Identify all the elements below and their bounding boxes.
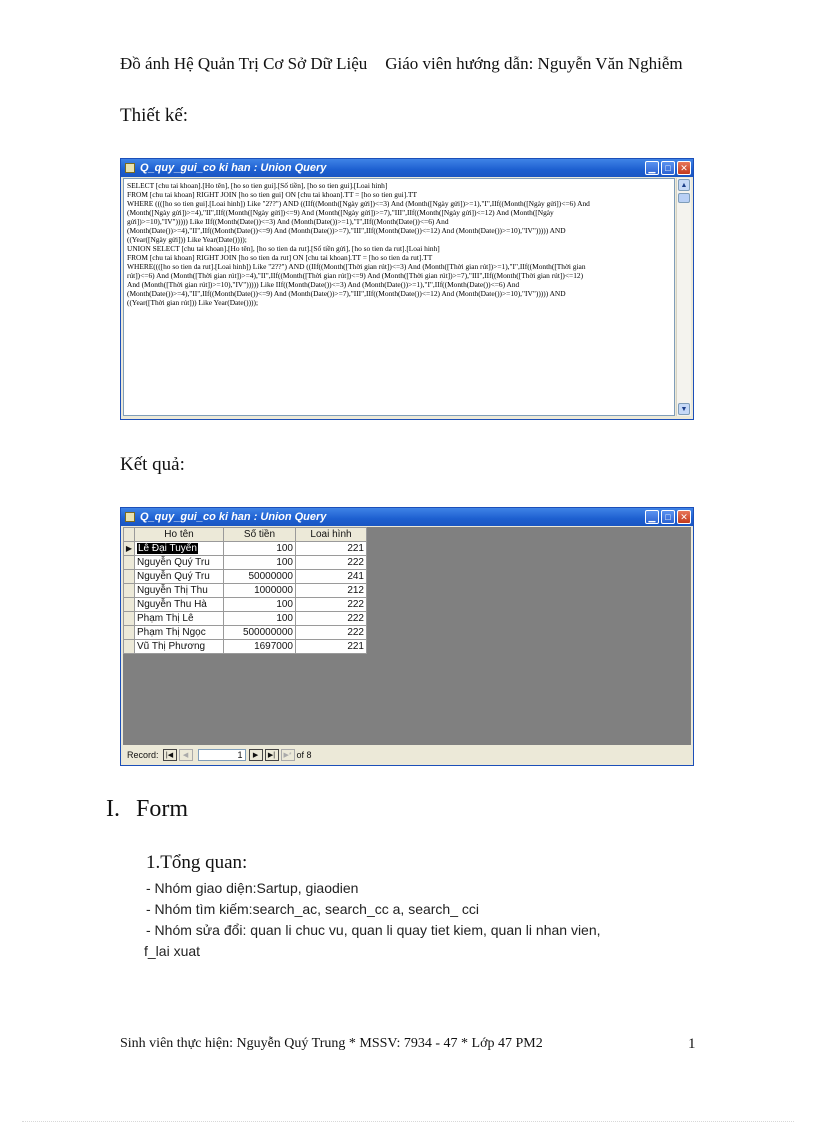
column-header-type[interactable]: Loai hình bbox=[296, 528, 367, 542]
sql-line: ((Year([Ngày gửi])) Like Year(Date()))); bbox=[127, 235, 247, 244]
cell-value: 1697000 bbox=[254, 641, 293, 652]
section-number: I. bbox=[106, 796, 120, 822]
cell-value: 500000000 bbox=[242, 627, 293, 638]
cell-name[interactable] bbox=[135, 626, 224, 640]
close-button[interactable]: ✕ bbox=[677, 510, 691, 524]
list-item: f_lai xuat bbox=[144, 943, 201, 959]
close-button[interactable]: ✕ bbox=[677, 161, 691, 175]
cell-value: Nguyễn Thu Hà bbox=[137, 599, 207, 610]
header-left: Đồ ánh Hệ Quản Trị Cơ Sở Dữ Liệu bbox=[120, 54, 368, 73]
list-item: - Nhóm tìm kiếm:search_ac, search_cc a, search_ cci bbox=[146, 901, 480, 917]
sql-query-window bbox=[120, 158, 694, 420]
new-record-icon[interactable]: ▶* bbox=[281, 749, 295, 761]
result-datasheet-window bbox=[120, 507, 694, 766]
cell-type[interactable] bbox=[296, 598, 367, 612]
cell-value: 100 bbox=[276, 613, 293, 624]
table-row[interactable] bbox=[124, 570, 367, 584]
cell-type[interactable] bbox=[296, 542, 367, 556]
cell-value: 50000000 bbox=[248, 571, 293, 582]
cell-value: 222 bbox=[347, 627, 364, 638]
cell-type[interactable] bbox=[296, 570, 367, 584]
maximize-button[interactable]: □ bbox=[661, 510, 675, 524]
scroll-down-icon[interactable]: ▼ bbox=[678, 403, 690, 415]
column-header-name[interactable]: Ho tên bbox=[135, 528, 224, 542]
cell-amount[interactable] bbox=[224, 626, 296, 640]
subsection-title: 1.Tổng quan: bbox=[146, 852, 248, 873]
cell-value: Nguyễn Thị Thu bbox=[137, 585, 208, 596]
record-number-input[interactable]: 1 bbox=[198, 749, 246, 761]
overview-list bbox=[146, 878, 686, 962]
result-window-titlebar[interactable] bbox=[121, 508, 693, 526]
cell-type[interactable] bbox=[296, 640, 367, 654]
select-all-cell[interactable] bbox=[124, 528, 135, 542]
cell-amount[interactable] bbox=[224, 640, 296, 654]
current-record-icon[interactable]: ▶ bbox=[124, 542, 135, 556]
sql-line: (Month(Date())>=4),"II",IIf((Month(Date())<=9) And (Month(Date())>=7),"III",IIf((Month(Date())<=12) And (Month(Date())>=10),"IV"))))) AND bbox=[127, 226, 566, 235]
minimize-button[interactable]: ▁ bbox=[645, 161, 659, 175]
cell-value: 221 bbox=[347, 543, 364, 554]
list-item: - Nhóm sửa đổi: quan li chuc vu, quan li quay tiet kiem, quan li nhan vien, bbox=[146, 922, 601, 938]
cell-amount[interactable] bbox=[224, 612, 296, 626]
cell-value: 100 bbox=[276, 543, 293, 554]
cell-value: 222 bbox=[347, 557, 364, 568]
cell-amount[interactable] bbox=[224, 598, 296, 612]
query-icon bbox=[125, 163, 135, 173]
sql-line: SELECT [chu tai khoan].[Ho tên], [ho so tien gui].[Số tiền], [ho so tien gui].[Loai hinh] bbox=[127, 181, 388, 190]
cell-value: Lê Đại Tuyến bbox=[138, 543, 197, 554]
section-heading bbox=[106, 796, 188, 823]
sql-window-titlebar[interactable] bbox=[121, 159, 693, 177]
sql-line: FROM [chu tai khoan] RIGHT JOIN [ho so tien da rut] ON [chu tai khoan].TT = [ho so tien da rut].TT bbox=[127, 253, 433, 262]
sql-line: gửi])>=10),"IV"))))) Like IIf((Month(Date())<=3) And (Month(Date())>=1),"I",IIf((Month(Date())<=6) And bbox=[127, 217, 449, 226]
table-row[interactable] bbox=[124, 640, 367, 654]
cell-name[interactable] bbox=[135, 640, 224, 654]
cell-value: 1000000 bbox=[254, 585, 293, 596]
datasheet-area bbox=[123, 527, 691, 745]
page-footer: Sinh viên thực hiện: Nguyễn Quý Trung * MSSV: 7934 - 47 * Lớp 47 PM2 bbox=[120, 1036, 543, 1051]
sql-line: WHERE((([ho so tien da rut].[Loai hinh]) Like "2??") AND ((IIf((Month([Thời gian rút])<=3) And (Month([Thời gian rút])>=1),"I",IIf((Month([Thời gian bbox=[127, 262, 586, 271]
row-selector[interactable] bbox=[124, 584, 135, 598]
sql-line: And (Month([Thời gian rút])>=10),"IV"))))) Like IIf((Month(Date())<=3) And (Month(Date())>=1),"I",IIf((Month(Date())<=6) And bbox=[127, 280, 520, 289]
sql-window-title: Q_quy_gui_co ki han : Union Query bbox=[140, 162, 327, 174]
cell-name[interactable] bbox=[135, 584, 224, 598]
record-navigation-bar bbox=[123, 746, 691, 763]
cell-value: 212 bbox=[347, 585, 364, 596]
sql-line: UNION SELECT [chu tai khoan].[Ho tên], [ho so tien da rut].[Số tiền gửi], [ho so tien da rut].[Loai hinh] bbox=[127, 244, 440, 253]
cell-name[interactable] bbox=[135, 556, 224, 570]
sql-line: FROM [chu tai khoan] RIGHT JOIN [ho so tien gui] ON [chu tai khoan].TT = [ho so tien gui].TT bbox=[127, 190, 418, 199]
cell-name[interactable] bbox=[135, 598, 224, 612]
column-header-amount[interactable]: Số tiền bbox=[224, 528, 296, 542]
minimize-button[interactable]: ▁ bbox=[645, 510, 659, 524]
query-icon bbox=[125, 512, 135, 522]
sql-editor[interactable] bbox=[123, 178, 675, 416]
row-selector[interactable] bbox=[124, 556, 135, 570]
section-title: Form bbox=[136, 796, 189, 822]
table-row[interactable] bbox=[124, 584, 367, 598]
cell-type[interactable] bbox=[296, 612, 367, 626]
header-right: Giáo viên hướng dẫn: Nguyễn Văn Nghiễm bbox=[385, 54, 683, 73]
cell-value: 221 bbox=[347, 641, 364, 652]
last-record-icon[interactable]: ▶| bbox=[265, 749, 279, 761]
sql-line: (Month(Date())>=4),"II",IIf((Month(Date())<=9) And (Month(Date())>=7),"III",IIf((Month(Date())<=12) And (Month(Date())>=10),"IV"))))) AND bbox=[127, 289, 566, 298]
result-heading: Kết quả: bbox=[120, 454, 185, 475]
cell-amount[interactable] bbox=[224, 556, 296, 570]
cell-amount[interactable] bbox=[224, 570, 296, 584]
first-record-icon[interactable]: |◀ bbox=[163, 749, 177, 761]
record-label: Record: bbox=[127, 749, 159, 760]
cell-amount[interactable] bbox=[224, 542, 296, 556]
cell-value: Phạm Thị Lê bbox=[137, 613, 194, 624]
table-row[interactable] bbox=[124, 598, 367, 612]
sql-line: rút])<=6) And (Month([Thời gian rút])>=4),"II",IIf((Month([Thời gian rút])<=9) And (Month([Thời gian rút])>=7),"III",IIf((Month([Thời gian rút])<=12) bbox=[127, 271, 584, 280]
table-row[interactable] bbox=[124, 612, 367, 626]
design-heading: Thiết kế: bbox=[120, 105, 189, 126]
cell-value: 241 bbox=[347, 571, 364, 582]
scroll-up-icon[interactable]: ▲ bbox=[678, 179, 690, 191]
cell-value: 100 bbox=[276, 599, 293, 610]
page-number: 1 bbox=[688, 1036, 696, 1052]
next-record-icon[interactable]: ▶ bbox=[249, 749, 263, 761]
table-row[interactable] bbox=[124, 542, 367, 556]
cell-type[interactable] bbox=[296, 556, 367, 570]
row-selector[interactable] bbox=[124, 570, 135, 584]
row-selector[interactable] bbox=[124, 626, 135, 640]
cell-value: Nguyễn Quý Tru bbox=[137, 557, 210, 568]
page-bottom-divider bbox=[22, 1121, 794, 1122]
list-item: - Nhóm giao diện:Sartup, giaodien bbox=[146, 880, 359, 896]
previous-record-icon[interactable]: ◀ bbox=[179, 749, 193, 761]
table-row[interactable] bbox=[124, 556, 367, 570]
result-table bbox=[123, 527, 367, 654]
row-selector[interactable] bbox=[124, 640, 135, 654]
cell-name[interactable] bbox=[135, 612, 224, 626]
sql-line: WHERE ((([ho so tien gui].[Loai hinh]) Like "2??") AND ((IIf((Month([Ngày gửi])<=3) And (Month([Ngày gửi])>=1),"I",IIf((Month([Ngày gửi])<=6) And bbox=[127, 199, 590, 208]
cell-name[interactable] bbox=[135, 570, 224, 584]
result-window-title: Q_quy_gui_co ki han : Union Query bbox=[140, 511, 327, 523]
cell-value: 222 bbox=[347, 613, 364, 624]
maximize-button[interactable]: □ bbox=[661, 161, 675, 175]
cell-type[interactable] bbox=[296, 626, 367, 640]
cell-name[interactable] bbox=[135, 542, 224, 556]
cell-type[interactable] bbox=[296, 584, 367, 598]
cell-value: Vũ Thị Phương bbox=[137, 641, 206, 652]
sql-line: (Month([Ngày gửi])>=4),"II",IIf((Month([Ngày gửi])<=9) And (Month([Ngày gửi])>=7),"III",IIf((Month([Ngày gửi])<=12) And (Month([Ngày bbox=[127, 208, 554, 217]
sql-line: ((Year([Thời gian rút])) Like Year(Date()))); bbox=[127, 298, 259, 307]
vertical-scrollbar[interactable] bbox=[676, 178, 691, 416]
cell-value: 100 bbox=[276, 557, 293, 568]
page-header bbox=[120, 54, 683, 74]
cell-value: Nguyễn Quý Tru bbox=[137, 571, 210, 582]
cell-value: 222 bbox=[347, 599, 364, 610]
table-row[interactable] bbox=[124, 626, 367, 640]
row-selector[interactable] bbox=[124, 598, 135, 612]
scroll-thumb[interactable] bbox=[678, 193, 690, 203]
row-selector[interactable] bbox=[124, 612, 135, 626]
cell-amount[interactable] bbox=[224, 584, 296, 598]
record-total: of 8 bbox=[296, 749, 312, 760]
cell-value: Phạm Thị Ngọc bbox=[137, 627, 206, 638]
